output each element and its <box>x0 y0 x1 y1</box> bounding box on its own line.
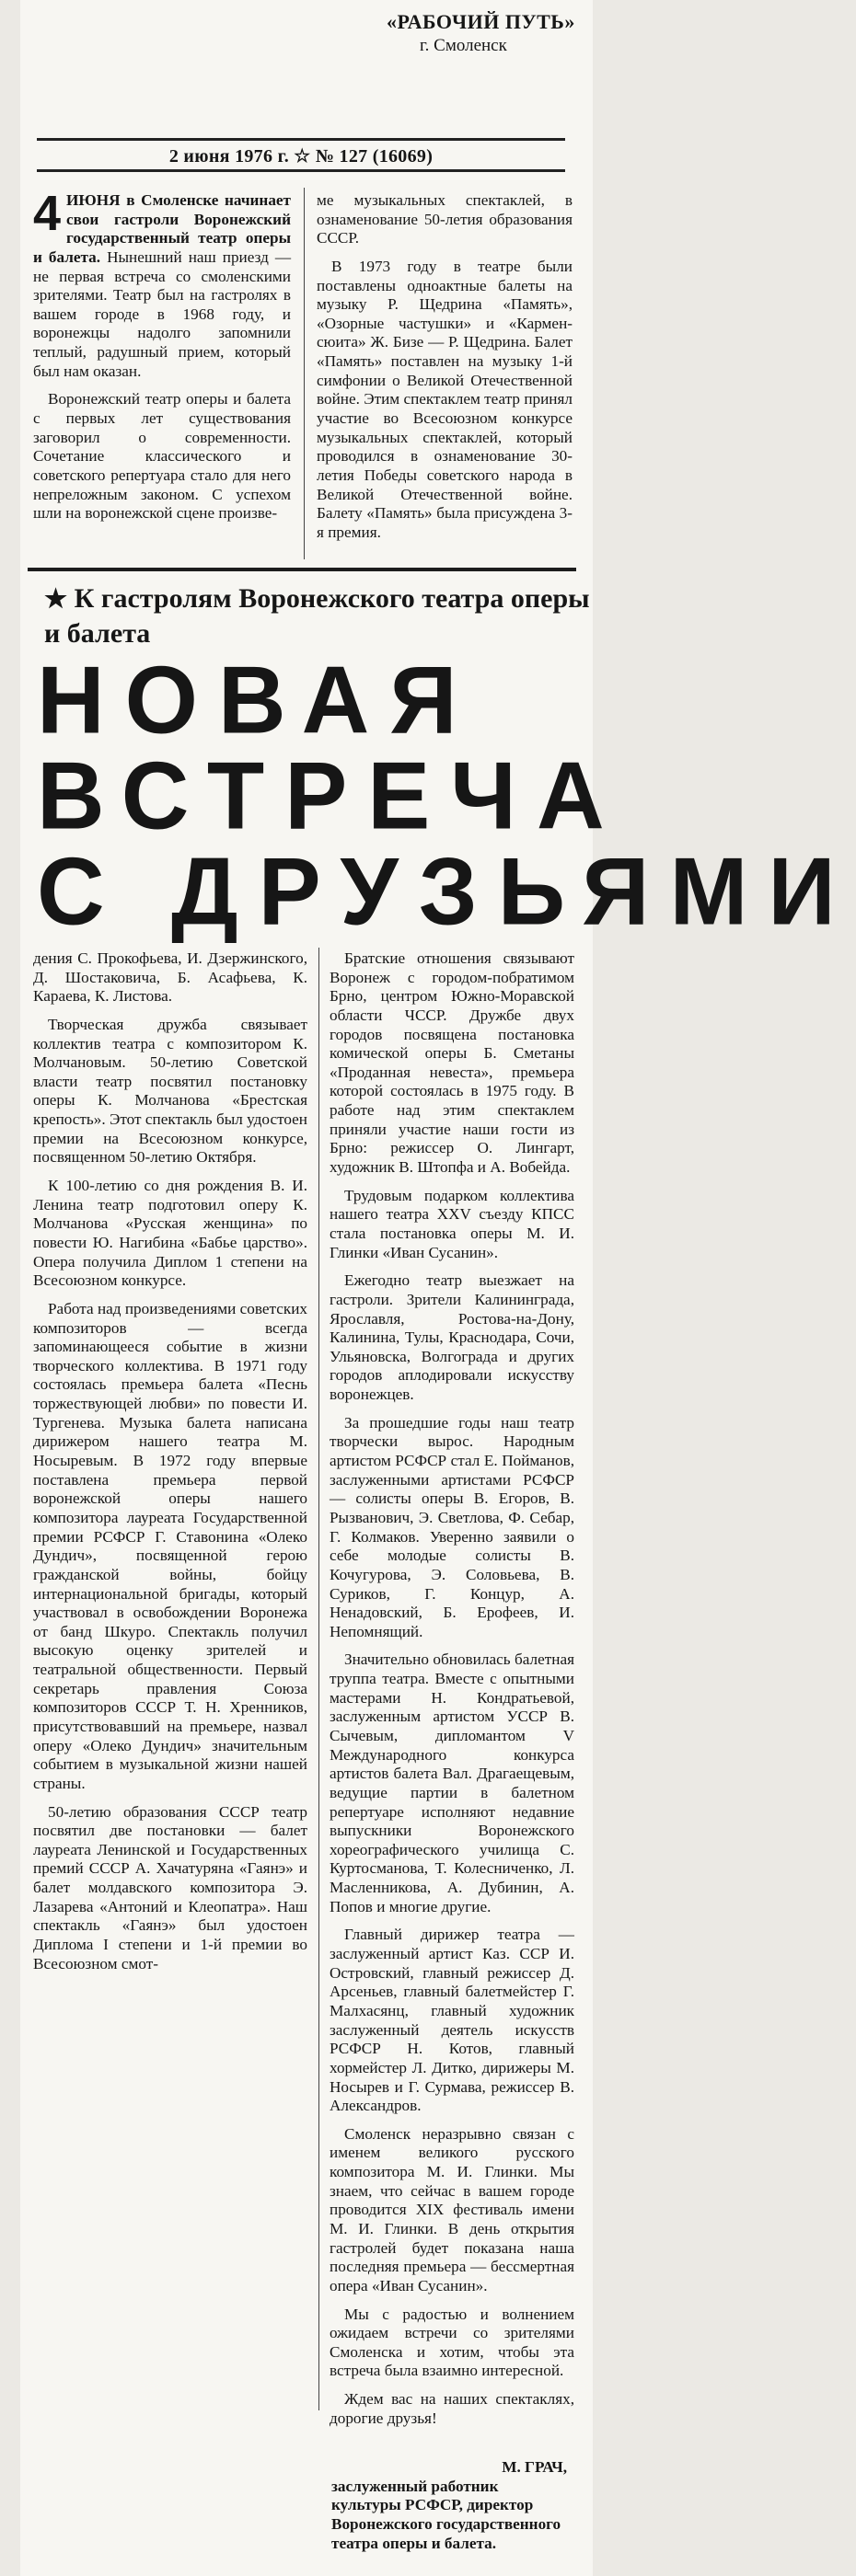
lead-text: ИЮНЯ в Смоленске начинает свои гастроли Воронежский государственный театр оперы и балета. <box>33 191 291 266</box>
headline-line-2: ВСТРЕЧА <box>37 742 625 850</box>
paragraph: Воронежский театр оперы и балета с первых лет существования заговорил о современности. Сочетание классического и советского репертуара стало для него непреложным законом. С успехом шли на воронежской сцене произве- <box>33 390 291 523</box>
rubric-text: К гастролям Воронежского театра оперы и балета <box>44 583 590 649</box>
paragraph: 50-летию образования СССР театр посвятил две постановки — балет лауреата Ленинской и Государственных премий СССР А. Хачатуряна «Гаянэ» и балет молдавского композитора Э. Лазарева «Антоний и Клеопатра». Наш спектакль «Гаянэ» был удостоен Диплома I степени и 1-й премии во Всесоюзном смот- <box>33 1802 307 1972</box>
lead-text-rest: Нынешний наш приезд — не первая встреча со смоленскими зрителями. Театр был на гастролях в вашем городе в 1968 году, и воронежцы надолго запомнили теплый, радушный прием, который был нам оказан. <box>33 247 292 380</box>
paragraph: Творческая дружба связывает коллектив театра с композитором К. Молчановым. 50-летию Советской власти театр посвятил постановку оперы К. Молчанова «Брестская крепость». Этот спектакль был удостоен премии на Всесоюзном конкурсе, посвященном 50-летию Октября. <box>33 1015 307 1167</box>
paragraph: Мы с радостью и волнением ожидаем встречи со зрителями Смоленска и хотим, чтобы эта встреча была взаимно интересной. <box>330 2305 574 2380</box>
paragraph: Трудовым подарком коллектива нашего театра XXV съезду КПСС стала постановка оперы М. И. Глинки «Иван Сусанин». <box>330 1186 574 1261</box>
paragraph: За прошедшие годы наш театр творчески вырос. Народным артистом РСФСР стал Е. Пойманов, заслуженными артистами РСФСР — солисты оперы В. Егоров, В. Рызванович, Э. Светлова, Ф. Себар, Г. Колмаков. Уверенно заявили о себе молодые солисты В. Кочугурова, Э. Соловьева, В. Суриков, Г. Концур, А. Ненадовский, Б. Ерофеев, И. Непомнящий. <box>330 1413 574 1640</box>
article-right-column <box>330 949 574 2437</box>
dropcap: 4 <box>33 186 62 241</box>
paragraph: дения С. Прокофьева, И. Дзержинского, Д. Шостаковича, Б. Асафьева, К. Караева, К. Листова. <box>33 949 307 1006</box>
newspaper-city: г. Смоленск <box>420 35 507 55</box>
article-left-column <box>33 949 307 1983</box>
author-signature <box>331 2458 571 2553</box>
author-title: заслуженный работник культуры РСФСР, директор Воронежского государственного театра оперы и балета. <box>331 2477 561 2552</box>
headline-line-3: С ДРУЗЬЯМИ <box>37 837 856 946</box>
author-name: М. ГРАЧ, <box>502 2458 567 2476</box>
newspaper-name: «РАБОЧИЙ ПУТЬ» <box>387 10 575 33</box>
paragraph: Значительно обновилась балетная труппа театра. Вместе с опытными мастерами Н. Кондратьевой, заслуженным артистом УССР В. Сычевым, дипломантом V Международного конкурса артистов балета Вал. Драгаещевым, ведущие партии в балетном репертуаре исполняют недавние выпускники Воронежского хореографического училища С. Куртосманова, Т. Колесниченко, Л. Масленникова, А. Дубинин, А. Попов и многие другие. <box>330 1650 574 1915</box>
headline-line-1: НОВАЯ <box>37 646 478 754</box>
paragraph: В 1973 году в театре были поставлены одноактные балеты на музыку Р. Щедрина «Память», «Озорные частушки» и «Кармен-сюита» Ж. Бизе — Р. Щедрина. Балет «Память» поставлен на музыку 1-й симфонии о Великой Отечественной войне. Этим спектаклем театр принял участие во Всесоюзном конкурсе музыкальных спектаклей, который проводился в ознаменование 30-летия Победы советского народа в Великой Отечественной войне. Балету «Память» была присуждена 3-я премия. <box>317 257 573 541</box>
paragraph: Смоленск неразрывно связан с именем великого русского композитора М. И. Глинки. Мы знаем, что сейчас в вашем городе проводится XIX фестиваль имени М. И. Глинки. В день открытия гастролей будет показана наша последняя премьера — бессмертная опера «Иван Сусанин». <box>330 2124 574 2294</box>
section-rule <box>28 568 576 571</box>
paragraph: Ежегодно театр выезжает на гастроли. Зрители Калининграда, Ярославля, Ростова-на-Дону, Калинина, Тулы, Краснодара, Сочи, Ульяновска, Волгограда и других городов аплодировали искусству воронежцев. <box>330 1271 574 1404</box>
column-divider <box>318 948 319 2410</box>
issue-dateline: 2 июня 1976 г. ☆ № 127 (16069) <box>37 138 565 172</box>
paragraph: Работа над произведениями советских композиторов — всегда запоминающееся событие в жизни творческого коллектива. В 1971 году состоялась премьера балета «Песнь торжествующей любви» по повести И. Тургенева. Музыка балета написана дирижером нашего театра М. Носыревым. В 1972 году впервые поставлена премьера первой воронежской оперы нашего композитора лауреата Государственной премии РСФСР Г. Ставонина «Олеко Дундич», посвященной герою гражданской войны, бойцу интернациональной бригады, который участвовал в освобождении Воронежа от банд Шкуро. Спектакль получил высокую оценку зрителей и театральной общественности. Первый секретарь правления Союза композиторов СССР Т. Н. Хренников, присутствовавший на премьере, назвал оперу «Олеко Дундич» значительным событием в музыкальной жизни нашей страны. <box>33 1299 308 1792</box>
star-icon: ★ <box>44 585 68 614</box>
paragraph: Ждем вас на наших спектаклях, дорогие друзья! <box>330 2390 574 2427</box>
paragraph: К 100-летию со дня рождения В. И. Ленина театр подготовил оперу К. Молчанова «Русская женщина» по повести Ю. Нагибина «Бабье царство». Опера получила Диплом 1 степени на Всесоюзном конкурсе. <box>33 1177 307 1290</box>
top-left-column <box>33 186 292 533</box>
paragraph: ме музыкальных спектаклей, в ознаменование 50-летия образования СССР. <box>317 191 573 247</box>
headline <box>37 646 856 946</box>
paragraph: Главный дирижер театра — заслуженный артист Каз. ССР И. Островский, главный режиссер Д. Арсеньев, главный балетмейстер Г. Малхасянц, главный художник заслуженный деятель искусств РСФСР Н. Котов, главный хормейстер Л. Дитко, дирижеры М. Носырев и Г. Сурмава, режиссер В. Александров. <box>330 1926 574 2115</box>
top-right-column <box>317 191 573 552</box>
paragraph: Братские отношения связывают Воронеж с городом-побратимом Брно, центром Южно-Моравской области ЧССР. Дружбе двух городов посвящена постановка комической оперы Б. Сметаны «Проданная невеста», премьера которой состоялась в 1975 году. В работе над этим спектаклем приняли участие наши гости из Брно: режиссер О. Лингарт, художник В. Штопфа и А. Вобейда. <box>330 949 574 1177</box>
column-divider <box>304 188 305 559</box>
lead-paragraph <box>33 186 292 381</box>
masthead <box>387 9 589 56</box>
rubric <box>44 581 596 650</box>
